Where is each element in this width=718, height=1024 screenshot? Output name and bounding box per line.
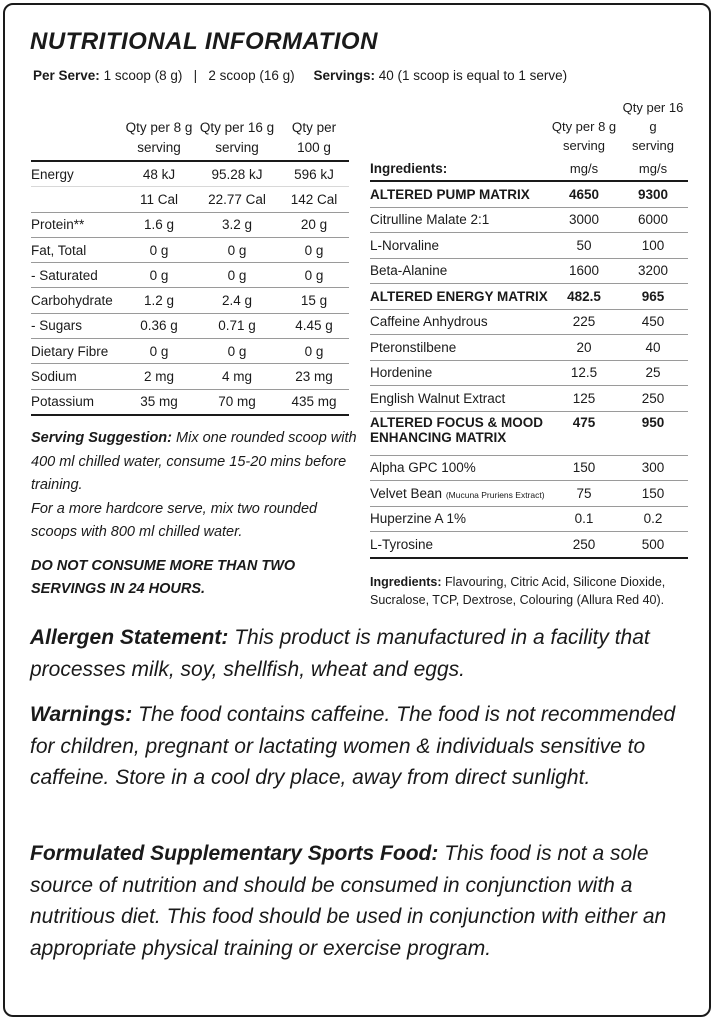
- ingredient-name: L-Norvaline: [370, 237, 440, 253]
- nutrient-label: Fat, Total: [31, 237, 123, 262]
- ingredients-header-label: Ingredients:: [370, 161, 448, 176]
- qty-16g: 0.71 g: [195, 313, 279, 338]
- servings-label: Servings:: [313, 68, 375, 83]
- nutrition-header-16g: Qty per 16 g serving: [199, 120, 275, 155]
- ingredient-label: [370, 481, 550, 507]
- qty-100g: 15 g: [279, 288, 349, 313]
- qty-16g: 965: [618, 284, 688, 310]
- qty-16g: 4 mg: [195, 364, 279, 389]
- ingredient-label: [370, 233, 550, 259]
- ingredient-name: Pteronstilbene: [370, 339, 457, 355]
- qty-8g: 3000: [550, 207, 618, 233]
- allergen-text: This product is manufactured in a facility that processes milk, soy, shellfish, wheat and eggs.: [30, 626, 650, 681]
- nutrition-header-blank: [31, 118, 123, 161]
- qty-8g: 20: [550, 335, 618, 361]
- nutrition-body: [31, 161, 349, 415]
- other-ingredients: [370, 573, 688, 609]
- qty-16g: 6000: [618, 207, 688, 233]
- qty-16g: 3200: [618, 258, 688, 284]
- per-serve-value: 1 scoop (8 g) | 2 scoop (16 g): [103, 68, 295, 83]
- ingredient-label: [370, 258, 550, 284]
- qty-16g: 0.2: [618, 506, 688, 532]
- qty-16g: 950: [618, 411, 688, 455]
- warnings-text: The food contains caffeine. The food is not recommended for children, pregnant or lactating women & individuals sensitive to caffeine. Store in a cool dry place, away from direct sunlight.: [30, 703, 676, 789]
- ingredient-row: [370, 481, 688, 507]
- nutrient-label: Dietary Fibre: [31, 339, 123, 364]
- ingredient-label: [370, 181, 550, 207]
- qty-16g: 22.77 Cal: [195, 187, 279, 212]
- nutrition-row: [31, 263, 349, 288]
- nutrition-header-8g: Qty per 8 g serving: [125, 120, 193, 155]
- qty-8g: 50: [550, 233, 618, 259]
- qty-8g: 11 Cal: [123, 187, 195, 212]
- qty-8g: 1600: [550, 258, 618, 284]
- qty-100g: 0 g: [279, 263, 349, 288]
- ingredient-row: [370, 360, 688, 386]
- qty-8g: 48 kJ: [123, 161, 195, 187]
- per-serve-line: [33, 68, 567, 83]
- ingredient-label: [370, 386, 550, 412]
- ingredient-row: [370, 284, 688, 310]
- qty-8g: 0 g: [123, 339, 195, 364]
- nutrition-table: [31, 118, 349, 416]
- ingredients-header-16g: [618, 98, 688, 181]
- qty-16g: 250: [618, 386, 688, 412]
- formulated-statement: [30, 838, 690, 964]
- page-title: NUTRITIONAL INFORMATION: [30, 28, 378, 55]
- ingredients-table: [370, 98, 688, 559]
- nutrition-row: [31, 339, 349, 364]
- ingredient-name: Velvet Bean: [370, 485, 443, 501]
- qty-8g: 225: [550, 309, 618, 335]
- ingredient-name: L-Tyrosine: [370, 536, 434, 552]
- qty-8g: 0 g: [123, 237, 195, 262]
- ingredient-row: [370, 506, 688, 532]
- qty-8g: 0.1: [550, 506, 618, 532]
- qty-16g: 70 mg: [195, 389, 279, 415]
- nutrition-row: [31, 313, 349, 338]
- qty-100g: 435 mg: [279, 389, 349, 415]
- consumption-warning: DO NOT CONSUME MORE THAN TWO SERVINGS IN 24 HOURS.: [31, 558, 296, 597]
- serving-suggestion-hardcore: For a more hardcore serve, mix two rounded scoops with 800 ml chilled water.: [31, 500, 318, 540]
- qty-16g: 3.2 g: [195, 212, 279, 237]
- ingredients-header-16g-mid: serving: [632, 138, 674, 153]
- ingredients-header-8g-mid: serving: [563, 138, 605, 153]
- ingredient-label: [370, 532, 550, 558]
- ingredient-label: [370, 411, 550, 455]
- nutrition-header-100g: Qty per 100 g: [291, 120, 337, 155]
- qty-100g: 596 kJ: [279, 161, 349, 187]
- qty-8g: 4650: [550, 181, 618, 207]
- nutrition-header-row: [31, 118, 349, 161]
- qty-8g: 150: [550, 455, 618, 481]
- ingredient-label: [370, 360, 550, 386]
- nutrient-label: Sodium: [31, 364, 123, 389]
- nutrition-row: [31, 389, 349, 415]
- qty-8g: 75: [550, 481, 618, 507]
- qty-16g: 0 g: [195, 263, 279, 288]
- allergen-statement: [30, 622, 690, 685]
- ingredients-header-16g-top: Qty per 16 g: [622, 100, 684, 134]
- nutrition-row: [31, 364, 349, 389]
- qty-16g: 9300: [618, 181, 688, 207]
- ingredient-note: (Mucuna Pruriens Extract): [445, 489, 545, 500]
- qty-16g: 2.4 g: [195, 288, 279, 313]
- ingredients-header-8g-top: Qty per 8 g: [551, 119, 617, 134]
- qty-100g: 4.45 g: [279, 313, 349, 338]
- ingredient-name: ALTERED PUMP MATRIX: [370, 186, 530, 202]
- nutrient-label: Energy: [31, 161, 123, 187]
- ingredient-name: Hordenine: [370, 365, 433, 381]
- nutrient-label: - Sugars: [31, 313, 123, 338]
- ingredients-header-16g-unit: mg/s: [638, 161, 668, 176]
- nutrient-label: - Saturated: [31, 263, 123, 288]
- qty-8g: 250: [550, 532, 618, 558]
- qty-8g: 1.6 g: [123, 212, 195, 237]
- qty-100g: 0 g: [279, 237, 349, 262]
- warnings-statement: [30, 699, 690, 794]
- ingredient-row: [370, 309, 688, 335]
- warnings-label: Warnings:: [30, 703, 133, 726]
- ingredient-name: Caffeine Anhydrous: [370, 314, 488, 330]
- ingredient-row: [370, 181, 688, 207]
- qty-16g: 95.28 kJ: [195, 161, 279, 187]
- allergen-label: Allergen Statement:: [30, 626, 229, 649]
- ingredient-label: [370, 506, 550, 532]
- ingredient-name: Citrulline Malate 2:1: [370, 212, 490, 228]
- other-ingredients-label: Ingredients:: [370, 575, 442, 589]
- ingredient-label: [370, 207, 550, 233]
- qty-100g: 142 Cal: [279, 187, 349, 212]
- qty-16g: 0 g: [195, 237, 279, 262]
- ingredient-label: [370, 284, 550, 310]
- formulated-label: Formulated Supplementary Sports Food:: [30, 842, 439, 865]
- nutrition-row: [31, 161, 349, 187]
- qty-16g: 40: [618, 335, 688, 361]
- qty-8g: 12.5: [550, 360, 618, 386]
- qty-8g: 482.5: [550, 284, 618, 310]
- qty-16g: 150: [618, 481, 688, 507]
- qty-16g: 300: [618, 455, 688, 481]
- qty-16g: 450: [618, 309, 688, 335]
- ingredients-header-8g: [550, 98, 618, 181]
- nutrient-label: Protein**: [31, 212, 123, 237]
- ingredient-label: [370, 335, 550, 361]
- qty-8g: 2 mg: [123, 364, 195, 389]
- serving-suggestion-text: Mix one rounded scoop with 400 ml chilled water, consume 15-20 mins before training.: [31, 430, 357, 493]
- qty-8g: 0 g: [123, 263, 195, 288]
- nutrition-row: [31, 237, 349, 262]
- ingredient-row: [370, 411, 688, 455]
- ingredient-row: [370, 258, 688, 284]
- serving-suggestion: [31, 427, 361, 545]
- formulated-text: This food is not a sole source of nutrition and should be consumed in conjunction with a nutritious diet. This food should be used in conjunction with either an appropriate physical training or exercise program.: [30, 842, 667, 960]
- ingredients-header-row: [370, 98, 688, 181]
- ingredient-name: English Walnut Extract: [370, 390, 506, 406]
- qty-8g: 475: [550, 411, 618, 455]
- ingredient-row: [370, 207, 688, 233]
- qty-8g: 0.36 g: [123, 313, 195, 338]
- ingredient-label: [370, 309, 550, 335]
- ingredient-name: ALTERED ENERGY MATRIX: [370, 288, 548, 304]
- nutrient-label: [31, 187, 123, 212]
- ingredient-name: Beta-Alanine: [370, 263, 448, 279]
- qty-8g: 1.2 g: [123, 288, 195, 313]
- nutrient-label: Carbohydrate: [31, 288, 123, 313]
- per-serve-label: Per Serve:: [33, 68, 100, 83]
- ingredients-header-8g-unit: mg/s: [569, 161, 599, 176]
- qty-16g: 500: [618, 532, 688, 558]
- serving-suggestion-label: Serving Suggestion:: [31, 430, 172, 446]
- qty-100g: 23 mg: [279, 364, 349, 389]
- nutrition-row: [31, 288, 349, 313]
- ingredient-row: [370, 335, 688, 361]
- qty-16g: 25: [618, 360, 688, 386]
- servings-value: 40 (1 scoop is equal to 1 serve): [378, 68, 568, 83]
- nutrition-row: [31, 187, 349, 212]
- ingredient-row: [370, 532, 688, 558]
- ingredient-name: ALTERED FOCUS & MOOD ENHANCING MATRIX: [370, 414, 543, 445]
- ingredients-body: [370, 181, 688, 558]
- other-ingredients-text: Flavouring, Citric Acid, Silicone Dioxide, Sucralose, TCP, Dextrose, Colouring (Allura Red 40).: [370, 575, 666, 607]
- ingredient-label: [370, 455, 550, 481]
- ingredient-row: [370, 233, 688, 259]
- ingredient-name: Huperzine A 1%: [370, 511, 467, 527]
- qty-16g: 100: [618, 233, 688, 259]
- ingredient-row: [370, 386, 688, 412]
- qty-100g: 20 g: [279, 212, 349, 237]
- qty-16g: 0 g: [195, 339, 279, 364]
- nutrient-label: Potassium: [31, 389, 123, 415]
- nutrition-row: [31, 212, 349, 237]
- ingredient-row: [370, 455, 688, 481]
- ingredient-name: Alpha GPC 100%: [370, 460, 476, 476]
- qty-100g: 0 g: [279, 339, 349, 364]
- qty-8g: 35 mg: [123, 389, 195, 415]
- qty-8g: 125: [550, 386, 618, 412]
